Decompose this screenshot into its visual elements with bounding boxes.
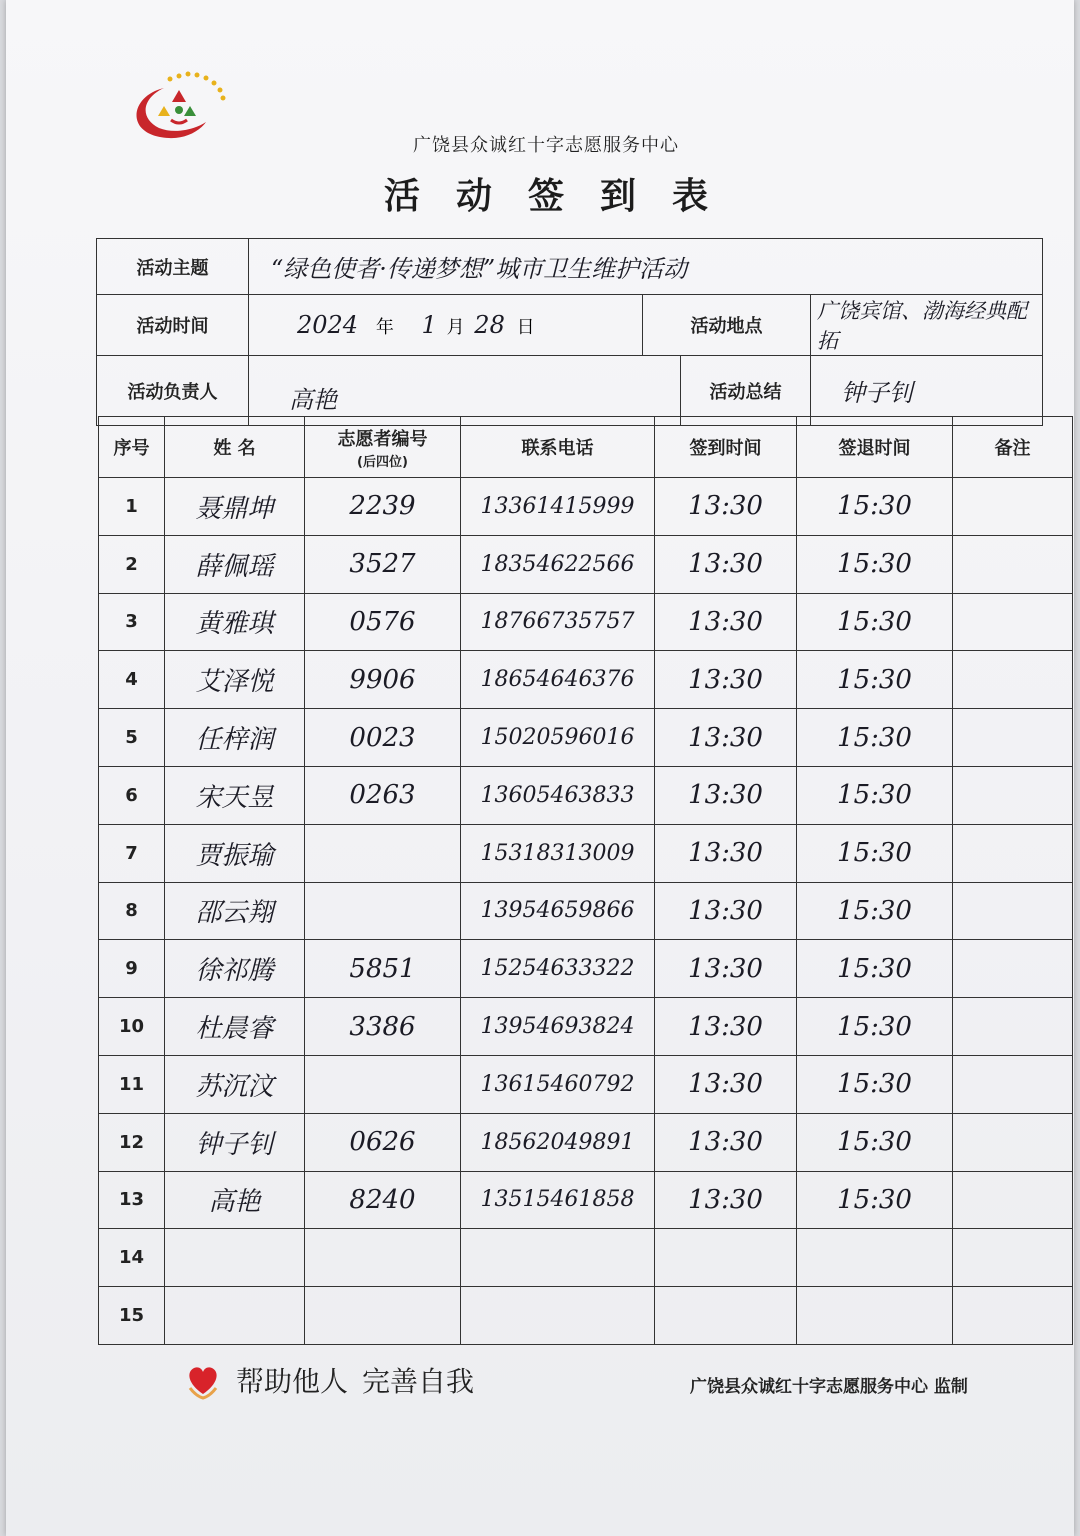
row-volunteer-id: 8240 — [305, 1171, 461, 1229]
row-volunteer-id — [305, 1055, 461, 1113]
row-name — [165, 1229, 305, 1287]
header-seq: 序号 — [99, 417, 165, 478]
row-checkout: 15:30 — [797, 940, 953, 998]
row-checkin: 13:30 — [655, 709, 797, 767]
row-phone: 13615460792 — [461, 1055, 655, 1113]
row-checkout: 15:30 — [797, 1171, 953, 1229]
row-checkout: 15:30 — [797, 882, 953, 940]
header-phone: 联系电话 — [461, 417, 655, 478]
row-phone: 18766735757 — [461, 593, 655, 651]
table-row — [99, 766, 1073, 824]
row-volunteer-id — [305, 824, 461, 882]
row-volunteer-id: 0263 — [305, 766, 461, 824]
row-checkout: 15:30 — [797, 766, 953, 824]
row-seq: 2 — [99, 535, 165, 593]
row-note — [953, 535, 1073, 593]
table-row — [99, 824, 1073, 882]
row-note — [953, 766, 1073, 824]
row-phone: 15318313009 — [461, 824, 655, 882]
row-name — [165, 1287, 305, 1345]
summary-value: 钟子钊 — [811, 356, 1043, 426]
row-volunteer-id: 3527 — [305, 535, 461, 593]
header-volunteer-id — [305, 417, 461, 478]
row-checkout: 15:30 — [797, 824, 953, 882]
table-row — [99, 1287, 1073, 1345]
time-month: 1 — [421, 311, 437, 339]
row-checkout — [797, 1287, 953, 1345]
row-name: 贾振瑜 — [165, 824, 305, 882]
row-checkin: 13:30 — [655, 593, 797, 651]
time-label: 活动时间 — [97, 295, 249, 356]
row-checkin: 13:30 — [655, 1171, 797, 1229]
header-volunteer-id-label: 志愿者编号 — [337, 428, 428, 450]
row-seq: 12 — [99, 1113, 165, 1171]
time-value — [249, 295, 643, 356]
time-year: 2024 — [297, 311, 359, 339]
row-name: 徐祁腾 — [165, 940, 305, 998]
header-volunteer-id-sub: (后四位) — [357, 454, 408, 470]
row-note — [953, 651, 1073, 709]
row-checkout: 15:30 — [797, 1113, 953, 1171]
row-checkout: 15:30 — [797, 1055, 953, 1113]
time-day: 28 — [474, 311, 505, 339]
row-checkout: 15:30 — [797, 593, 953, 651]
footer-slogan — [184, 1360, 474, 1400]
row-seq: 6 — [99, 766, 165, 824]
table-row — [99, 1171, 1073, 1229]
row-checkin: 13:30 — [655, 1113, 797, 1171]
table-row — [99, 651, 1073, 709]
header-name: 姓 名 — [165, 417, 305, 478]
row-checkin: 13:30 — [655, 478, 797, 536]
row-name: 高艳 — [165, 1171, 305, 1229]
row-note — [953, 1113, 1073, 1171]
row-seq: 15 — [99, 1287, 165, 1345]
organization-title: 广饶县众诚红十字志愿服务中心 — [413, 135, 679, 156]
row-volunteer-id: 0626 — [305, 1113, 461, 1171]
row-name: 宋天昱 — [165, 766, 305, 824]
row-phone: 18654646376 — [461, 651, 655, 709]
table-row — [99, 593, 1073, 651]
row-seq: 5 — [99, 709, 165, 767]
row-seq: 7 — [99, 824, 165, 882]
table-row — [99, 1113, 1073, 1171]
row-volunteer-id — [305, 882, 461, 940]
row-note — [953, 709, 1073, 767]
sign-in-sheet — [6, 0, 1074, 1536]
table-row — [99, 1229, 1073, 1287]
table-row — [99, 709, 1073, 767]
row-phone: 15020596016 — [461, 709, 655, 767]
row-phone — [461, 1287, 655, 1345]
time-month-unit: 月 — [446, 317, 465, 338]
row-checkin: 13:30 — [655, 1055, 797, 1113]
row-phone: 13361415999 — [461, 478, 655, 536]
row-volunteer-id: 3386 — [305, 998, 461, 1056]
row-name: 艾泽悦 — [165, 651, 305, 709]
row-name: 聂鼎坤 — [165, 478, 305, 536]
table-row — [99, 478, 1073, 536]
header-checkin: 签到时间 — [655, 417, 797, 478]
row-phone: 13515461858 — [461, 1171, 655, 1229]
row-checkin: 13:30 — [655, 882, 797, 940]
row-phone: 13954693824 — [461, 998, 655, 1056]
row-seq: 3 — [99, 593, 165, 651]
table-row — [99, 1055, 1073, 1113]
document-title: 活动签到表 — [383, 176, 744, 217]
footer-organization: 广饶县众诚红十字志愿服务中心 监制 — [690, 1377, 968, 1397]
row-phone: 13605463833 — [461, 766, 655, 824]
row-volunteer-id: 2239 — [305, 478, 461, 536]
row-checkout: 15:30 — [797, 651, 953, 709]
attendance-table — [98, 416, 1073, 1345]
slogan-help-others: 帮助他人 — [236, 1365, 349, 1398]
row-phone: 13954659866 — [461, 882, 655, 940]
row-phone: 18354622566 — [461, 535, 655, 593]
slogan-improve-self: 完善自我 — [362, 1365, 475, 1398]
row-volunteer-id: 9906 — [305, 651, 461, 709]
row-name: 任梓润 — [165, 709, 305, 767]
row-seq: 4 — [99, 651, 165, 709]
row-checkin: 13:30 — [655, 651, 797, 709]
table-row — [99, 998, 1073, 1056]
row-checkout: 15:30 — [797, 535, 953, 593]
row-phone: 18562049891 — [461, 1113, 655, 1171]
row-note — [953, 1171, 1073, 1229]
row-note — [953, 882, 1073, 940]
row-volunteer-id — [305, 1287, 461, 1345]
row-volunteer-id: 5851 — [305, 940, 461, 998]
row-seq: 10 — [99, 998, 165, 1056]
table-header-row — [99, 417, 1073, 478]
time-year-unit: 年 — [375, 317, 394, 338]
row-note — [953, 824, 1073, 882]
header-note: 备注 — [953, 417, 1073, 478]
row-name: 黄雅琪 — [165, 593, 305, 651]
row-name: 杜晨睿 — [165, 998, 305, 1056]
row-seq: 13 — [99, 1171, 165, 1229]
table-row — [99, 882, 1073, 940]
row-note — [953, 1287, 1073, 1345]
row-volunteer-id: 0023 — [305, 709, 461, 767]
row-seq: 1 — [99, 478, 165, 536]
leader-value: 高艳 — [249, 356, 681, 426]
row-checkout — [797, 1229, 953, 1287]
row-checkout: 15:30 — [797, 709, 953, 767]
row-volunteer-id: 0576 — [305, 593, 461, 651]
row-note — [953, 1229, 1073, 1287]
row-phone — [461, 1229, 655, 1287]
row-checkin: 13:30 — [655, 535, 797, 593]
table-row — [99, 535, 1073, 593]
row-checkin — [655, 1229, 797, 1287]
row-name: 邵云翔 — [165, 882, 305, 940]
row-seq: 9 — [99, 940, 165, 998]
row-note — [953, 1055, 1073, 1113]
row-volunteer-id — [305, 1229, 461, 1287]
row-seq: 14 — [99, 1229, 165, 1287]
row-note — [953, 940, 1073, 998]
row-phone: 15254633322 — [461, 940, 655, 998]
theme-label: 活动主题 — [97, 239, 249, 295]
row-name: 薛佩瑶 — [165, 535, 305, 593]
theme-value: “绿色使者·传递梦想”城市卫生维护活动 — [249, 239, 1043, 295]
row-note — [953, 593, 1073, 651]
row-seq: 11 — [99, 1055, 165, 1113]
row-checkin: 13:30 — [655, 824, 797, 882]
heart-hands-icon — [184, 1360, 222, 1400]
row-name: 钟子钊 — [165, 1113, 305, 1171]
place-value: 广饶宾馆、渤海经典配拓 — [811, 295, 1043, 356]
row-seq: 8 — [99, 882, 165, 940]
row-name: 苏沉汶 — [165, 1055, 305, 1113]
summary-label: 活动总结 — [681, 356, 811, 426]
row-note — [953, 998, 1073, 1056]
activity-info-table — [96, 238, 1043, 426]
header-checkout: 签退时间 — [797, 417, 953, 478]
row-checkout: 15:30 — [797, 998, 953, 1056]
row-checkin: 13:30 — [655, 998, 797, 1056]
leader-label: 活动负责人 — [97, 356, 249, 426]
table-row — [99, 940, 1073, 998]
row-checkout: 15:30 — [797, 478, 953, 536]
row-note — [953, 478, 1073, 536]
time-day-unit: 日 — [516, 317, 535, 338]
row-checkin: 13:30 — [655, 766, 797, 824]
place-label: 活动地点 — [643, 295, 811, 356]
row-checkin: 13:30 — [655, 940, 797, 998]
row-checkin — [655, 1287, 797, 1345]
